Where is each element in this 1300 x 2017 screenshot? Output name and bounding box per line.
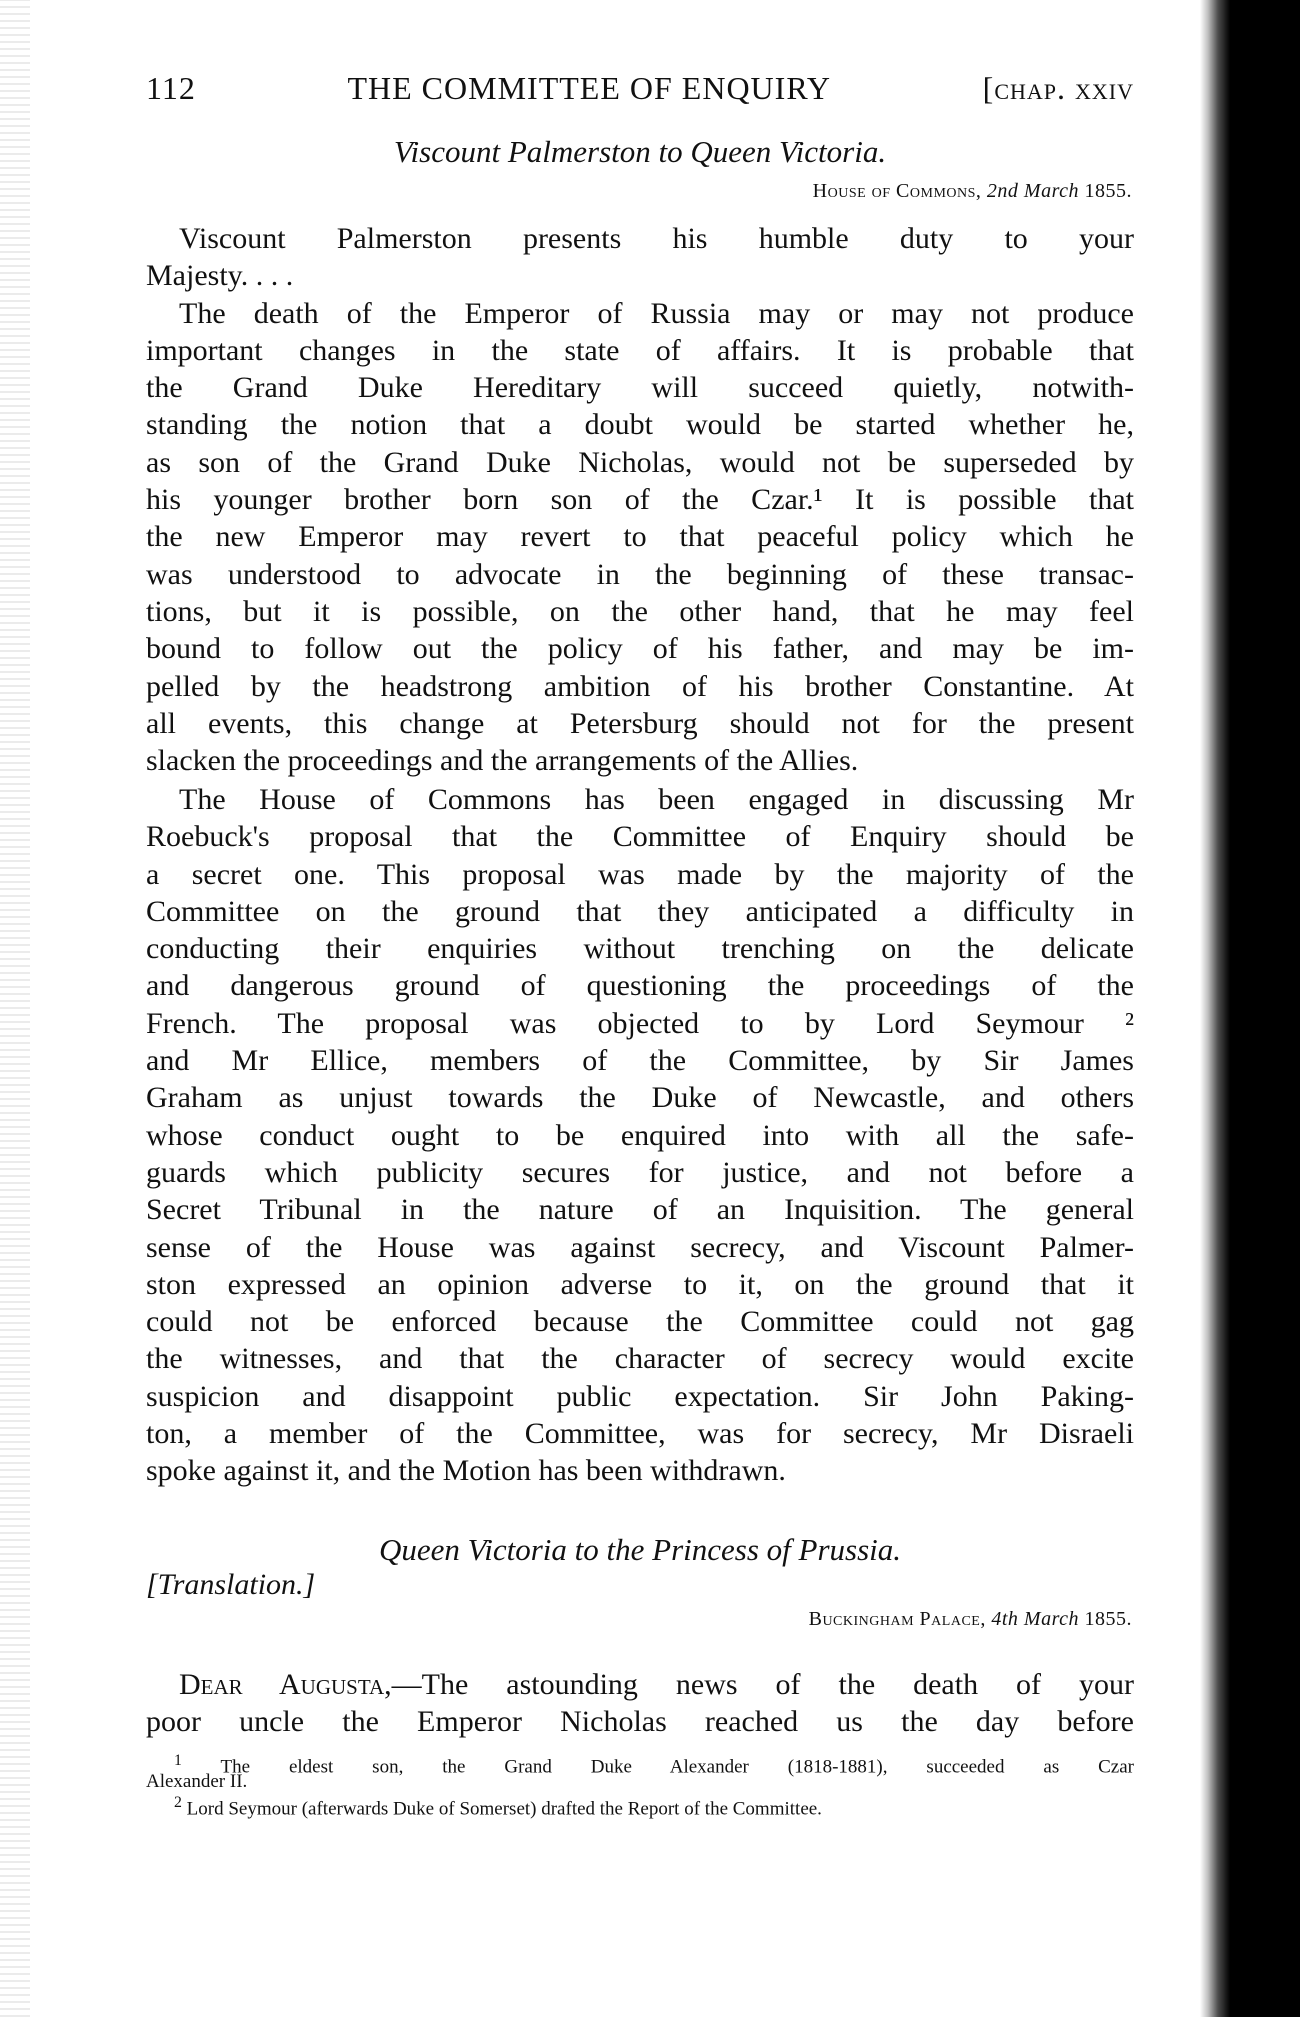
page-edge-left: [0, 0, 30, 2017]
letter-title-2: Queen Victoria to the Princess of Prussia.: [378, 1532, 902, 1567]
body-line: sense of the House was against secrecy, and Viscount Palmer-: [146, 1230, 1134, 1264]
dateline-place: House of Commons,: [812, 180, 982, 202]
footnotes: [146, 1750, 1134, 1819]
salutation: Dear Augusta,: [179, 1668, 392, 1701]
body-line: ton, a member of the Committee, was for secrecy, Mr Disraeli: [146, 1417, 1134, 1450]
body-line: Secret Tribunal in the nature of an Inquisition. The general: [146, 1193, 1134, 1227]
footnote-text: The eldest son, the Grand Duke Alexander (1818-1881), succeeded as Czar: [220, 1756, 1134, 1778]
body-line: important changes in the state of affairs. It is probable that: [146, 333, 1134, 367]
body-line: poor uncle the Emperor Nicholas reached us the day before: [146, 1705, 1134, 1739]
body-line: the Grand Duke Hereditary will succeed quietly, notwith-: [146, 371, 1134, 405]
book-binding-shadow: [1200, 0, 1300, 2017]
letter-dateline: [813, 180, 1132, 203]
running-title: THE COMMITTEE OF ENQUIRY: [347, 70, 831, 106]
chapter-label: [chap. xxiv: [982, 70, 1134, 106]
body-line: bound to follow out the policy of his father, and may be im-: [146, 632, 1134, 666]
body-line: The death of the Emperor of Russia may or may not produce: [179, 296, 1134, 330]
dateline-date: 4th March: [991, 1608, 1079, 1630]
body-line: could not be enforced because the Committee could not gag: [146, 1305, 1134, 1339]
body-line: slacken the proceedings and the arrangements of the Allies.: [146, 744, 859, 778]
letter-body-2: [146, 1666, 1134, 1741]
footnote-2: [146, 1792, 1134, 1819]
body-line: was understood to advocate in the beginning of these transac-: [146, 557, 1134, 591]
body-line: spoke against it, and the Motion has been withdrawn.: [146, 1454, 786, 1488]
letter-title: Viscount Palmerston to Queen Victoria.: [393, 134, 887, 169]
body-line: as son of the Grand Duke Nicholas, would not be superseded by: [146, 445, 1134, 479]
body-line: and Mr Ellice, members of the Committee, by Sir James: [146, 1044, 1134, 1078]
body-line: whose conduct ought to be enquired into with all the safe-: [146, 1118, 1134, 1152]
body-line: his younger brother born son of the Czar.¹ It is possible that: [146, 483, 1134, 517]
body-line: guards which publicity secures for justice, and not before a: [146, 1155, 1134, 1189]
body-line: tions, but it is possible, on the other hand, that he may feel: [146, 594, 1134, 628]
footnote-marker: 2: [174, 1794, 182, 1811]
page-number: 112: [146, 70, 196, 106]
footnote-marker: 1: [174, 1752, 182, 1769]
footnote-line: [146, 1750, 1134, 1778]
body-line: the witnesses, and that the character of secrecy would excite: [146, 1342, 1134, 1376]
translation-note: [Translation.]: [146, 1568, 316, 1601]
body-line: Committee on the ground that they anticipated a difficulty in: [146, 894, 1134, 928]
body-line: standing the notion that a doubt would be started whether he,: [146, 408, 1134, 442]
footnote-text: Lord Seymour (afterwards Duke of Somerset) drafted the Report of the Committee.: [186, 1798, 822, 1820]
running-header: [146, 70, 1134, 107]
body-text: —The astounding news of the death of your: [391, 1668, 1134, 1701]
dateline-place: Buckingham Palace,: [808, 1608, 986, 1630]
body-line: pelled by the headstrong ambition of his brother Constantine. At: [146, 669, 1134, 703]
body-line: all events, this change at Petersburg should not for the present: [146, 706, 1134, 740]
footnote-continuation: Alexander II.: [146, 1771, 248, 1792]
body-line: and dangerous ground of questioning the proceedings of the: [146, 969, 1134, 1003]
body-line: the new Emperor may revert to that peaceful policy which he: [146, 520, 1134, 554]
body-line: [146, 1666, 1134, 1703]
letter-body: [146, 220, 1134, 1490]
body-line: ston expressed an opinion adverse to it, on the ground that it: [146, 1267, 1134, 1301]
footnote-1: [146, 1750, 1134, 1792]
dateline-year: 1855.: [1084, 1608, 1132, 1630]
body-line: conducting their enquiries without trenching on the delicate: [146, 932, 1134, 966]
body-line: Graham as unjust towards the Duke of Newcastle, and others: [146, 1081, 1134, 1115]
body-line: Roebuck's proposal that the Committee of Enquiry should be: [146, 820, 1134, 854]
body-line: Majesty. . . .: [146, 259, 294, 293]
body-line: suspicion and disappoint public expectation. Sir John Paking-: [146, 1379, 1134, 1413]
body-line: a secret one. This proposal was made by the majority of the: [146, 857, 1134, 891]
dateline-date: 2nd March: [986, 180, 1079, 202]
dateline-year: 1855.: [1084, 180, 1132, 202]
letter-dateline-2: [809, 1608, 1132, 1631]
body-line: Viscount Palmerston presents his humble duty to your: [179, 222, 1134, 255]
body-line: French. The proposal was objected to by Lord Seymour ²: [146, 1006, 1134, 1040]
body-line: The House of Commons has been engaged in discussing Mr: [179, 782, 1134, 816]
